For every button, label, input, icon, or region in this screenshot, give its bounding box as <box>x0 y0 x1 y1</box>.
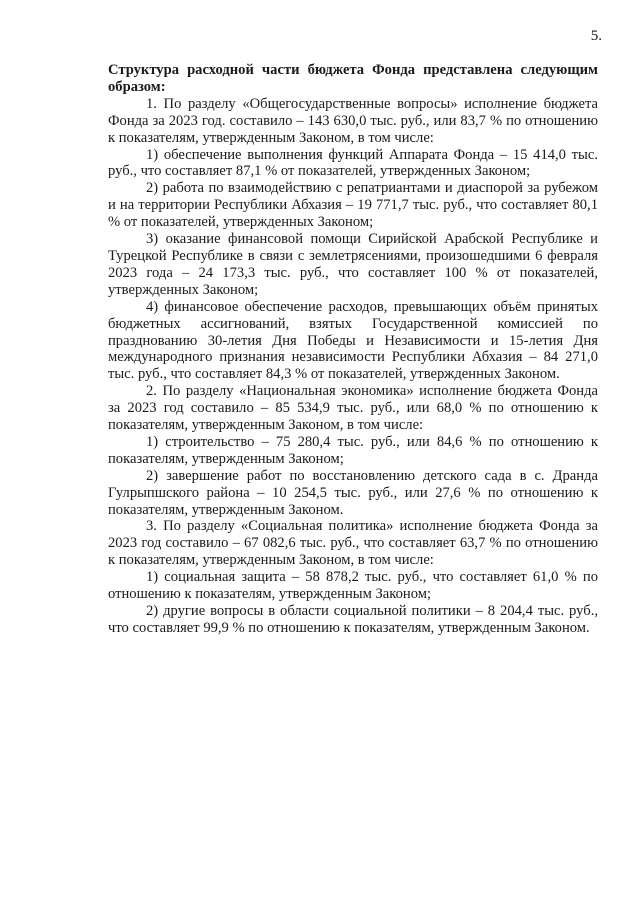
paragraph-item-2-2: 2) завершение работ по восстановлению детского сада в с. Дранда Гулрыпшского района – 10 254,5 тыс. руб., или 27,6 % по отношению к показателям, утвержденным Законом. <box>108 467 598 518</box>
paragraph-item-3-1: 1) социальная защита – 58 878,2 тыс. руб., что составляет 61,0 % по отношению к показателям, утвержденным Законом; <box>108 569 598 603</box>
paragraph-section-3: 3. По разделу «Социальная политика» исполнение бюджета Фонда за 2023 год составило – 67 082,6 тыс. руб., что составляет 63,7 % по отношению к показателям, утвержденным Законом, в том числе: <box>108 518 598 569</box>
page-number: 5. <box>590 28 602 44</box>
paragraph-section-1: 1. По разделу «Общегосударственные вопросы» исполнение бюджета Фонда за 2023 год. составило – 143 630,0 тыс. руб., или 83,7 % по отношению к показателям, утвержденным Законом, в том числе: <box>108 95 598 146</box>
paragraph-item-3-2: 2) другие вопросы в области социальной политики – 8 204,4 тыс. руб., что составляет 99,9 % по отношению к показателям, утвержденным Законом. <box>108 603 598 636</box>
document-body <box>108 62 598 637</box>
paragraph-item-1-4: 4) финансовое обеспечение расходов, превышающих объём принятых бюджетных ассигнований, взятых Государственной комиссией по празднованию 30-летия Дня Победы и Независимости и 15-летия Дня международного признания независимости Республики Абхазия – 84 271,0 тыс. руб., что составляет 84,3 % от показателей, утвержденных Законом. <box>108 298 598 383</box>
paragraph-section-2: 2. По разделу «Национальная экономика» исполнение бюджета Фонда за 2023 год составило – 85 534,9 тыс. руб., или 68,0 % по отношению к показателям, утвержденным Законом, в том числе: <box>108 383 598 434</box>
section-heading: Структура расходной части бюджета Фонда представлена следующим образом: <box>108 62 598 95</box>
paragraph-item-1-3: 3) оказание финансовой помощи Сирийской Арабской Республике и Турецкой Республике в связи с землетрясениями, произошедшими 6 февраля 2023 года – 24 173,3 тыс. руб., что составляет 100 % от показателей, утвержденных Законом; <box>108 231 598 298</box>
paragraph-item-1-2: 2) работа по взаимодействию с репатриантами и диаспорой за рубежом и на территории Республики Абхазия – 19 771,7 тыс. руб., что составляет 80,1 % от показателей, утвержденных Законом; <box>108 180 598 231</box>
paragraph-item-1-1: 1) обеспечение выполнения функций Аппарата Фонда – 15 414,0 тыс. руб., что составляет 87,1 % от показателей, утвержденных Законом; <box>108 146 598 180</box>
paragraph-item-2-1: 1) строительство – 75 280,4 тыс. руб., или 84,6 % по отношению к показателям, утвержденным Законом; <box>108 433 598 467</box>
